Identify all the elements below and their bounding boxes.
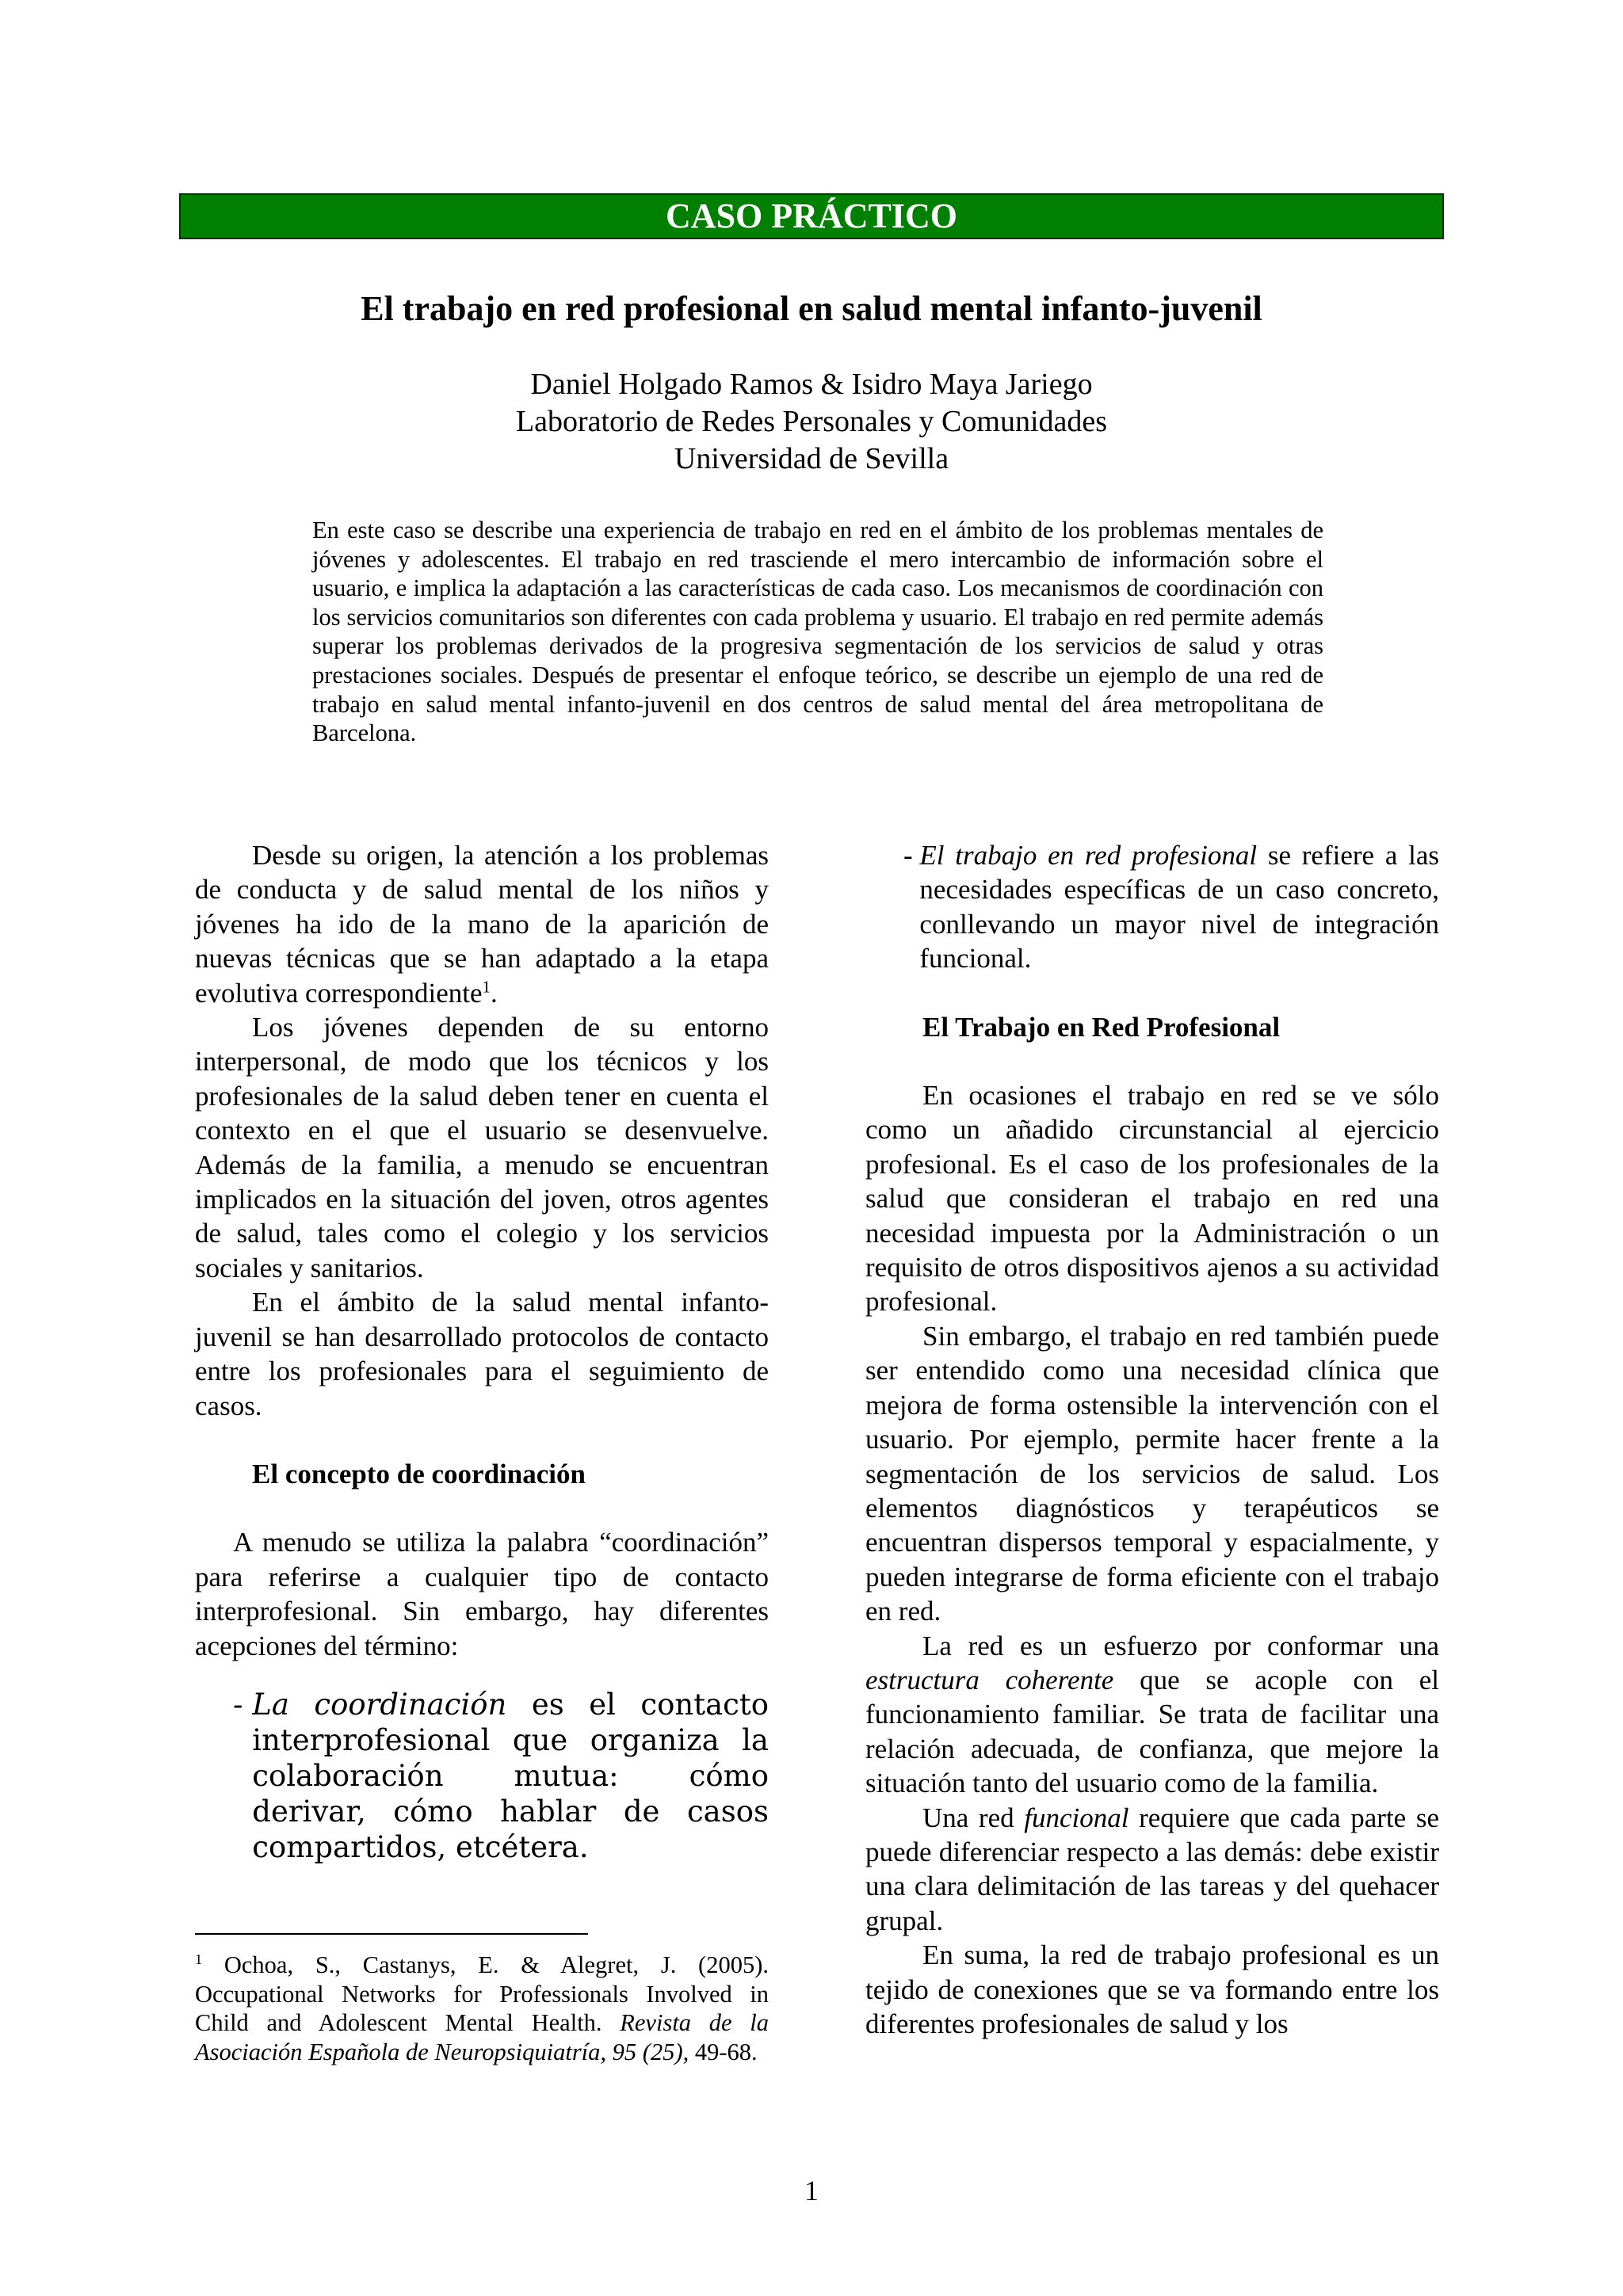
article-title: El trabajo en red profesional en salud mental infanto-juvenil: [361, 289, 1262, 328]
paragraph: Sin embargo, el trabajo en red también puede ser entendido como una necesidad clínica que mejora de forma ostensible la intervención con el usuario. Por ejemplo, permite hacer frente a la segmentación de los servicios de salud. Los elementos diagnósticos y terapéuticos se encuentran dispersos temporal y espacialmente, y pueden integrarse de forma eficiente con el trabajo en red.: [865, 1320, 1439, 1627]
author-names: Daniel Holgado Ramos & Isidro Maya Jariego: [530, 368, 1093, 401]
footnote-ref: 1: [482, 976, 491, 996]
term-emphasis: La coordinación: [252, 1687, 507, 1722]
footnote: $^1$ Ochoa, S., Castanys, E. & Alegret, J. (2005). Occupational Networks for Professionals Involved in Child and Adolescent Mental Health. Revista de la Asociación Española de Neuropsiquiatría, 95 (25), 49-68.: [195, 1951, 769, 2065]
footnote-number: 1: [195, 1951, 203, 1967]
section-banner: CASO PRÁCTICO: [179, 193, 1444, 239]
section-heading: El concepto de coordinación: [252, 1458, 586, 1489]
left-column: [195, 838, 769, 1865]
paragraph: En suma, la red de trabajo profesional es un tejido de conexiones que se va formando entre los diferentes profesionales de salud y los: [865, 1939, 1439, 2039]
page-number: 1: [804, 2175, 819, 2206]
abstract: En este caso se describe una experiencia de trabajo en red en el ámbito de los problemas mentales de jóvenes y adolescentes. El trabajo en red trasciende el mero intercambio de información sobre el usuario, e implica la adaptación a las características de cada caso. Los mecanismos de coordinación con los servicios comunitarios son diferentes con cada problema y usuario. El trabajo en red permite además superar los problemas derivados de la progresiva segmentación de los servicios de salud y otras prestaciones sociales. Después de presentar el enfoque teórico, se describe un ejemplo de una red de trabajo en salud mental infanto-juvenil en dos centros de salud mental del área metropolitana de Barcelona.: [312, 517, 1323, 747]
paragraph: En el ámbito de la salud mental infanto-juvenil se han desarrollado protocolos de contacto entre los profesionales para el seguimiento de casos.: [195, 1287, 769, 1421]
paragraph: La red es un esfuerzo por conformar una estructura coherente que se acople con el funcionamiento familiar. Se trata de facilitar una relación adecuada, de confianza, que mejore la situación tanto del usuario como de la familia.: [865, 1630, 1439, 1799]
section-heading: El Trabajo en Red Profesional: [922, 1011, 1281, 1043]
author-block: [179, 366, 1444, 478]
list-dash: -: [233, 1687, 253, 1722]
paragraph: Los jóvenes dependen de su entorno interpersonal, de modo que los técnicos y los profesionales de la salud deben tener en cuenta el contexto en el que el usuario se desenvuelve. Además de la familia, a menudo se encuentran implicados en la situación del joven, otros agentes de salud, tales como el colegio y los servicios sociales y sanitarios.: [195, 1012, 769, 1283]
term-emphasis: El trabajo en red profesional: [919, 840, 1258, 871]
paragraph: Desde su origen, la atención a los problemas de conducta y de salud mental de los niños y jóvenes ha ido de la mano de la aparición de nuevas técnicas que se han adaptado a la etapa evolutiva correspondiente$^1$.: [195, 840, 769, 1009]
list-item: - La coordinación es el contacto interprofesional que organiza la colaboración mutua: cómo derivar, cómo hablar de casos compartidos, etcétera.: [233, 1687, 769, 1864]
footnote-rule: [195, 1933, 588, 1935]
right-column: [865, 838, 1439, 2041]
paragraph: Una red funcional requiere que cada parte se puede diferenciar respecto a las demás: debe existir una clara delimitación de las tareas y del quehacer grupal.: [865, 1802, 1439, 1936]
paragraph: A menudo se utiliza la palabra “coordinación” para referirse a cualquier tipo de contacto interprofesional. Sin embargo, hay diferentes acepciones del término:: [195, 1527, 769, 1661]
author-lab: Laboratorio de Redes Personales y Comunidades: [515, 405, 1108, 438]
list-dash: -: [903, 840, 920, 871]
author-university: Universidad de Sevilla: [674, 442, 949, 475]
list-item: - El trabajo en red profesional se refiere a las necesidades específicas de un caso concreto, conllevando un mayor nivel de integración funcional.: [865, 838, 1439, 976]
paragraph: En ocasiones el trabajo en red se ve sólo como un añadido circunstancial al ejercicio profesional. Es el caso de los profesionales de la salud que consideran el trabajo en red una necesidad impuesta por la Administración o un requisito de otros dispositivos ajenos a su actividad profesional.: [865, 1080, 1439, 1318]
